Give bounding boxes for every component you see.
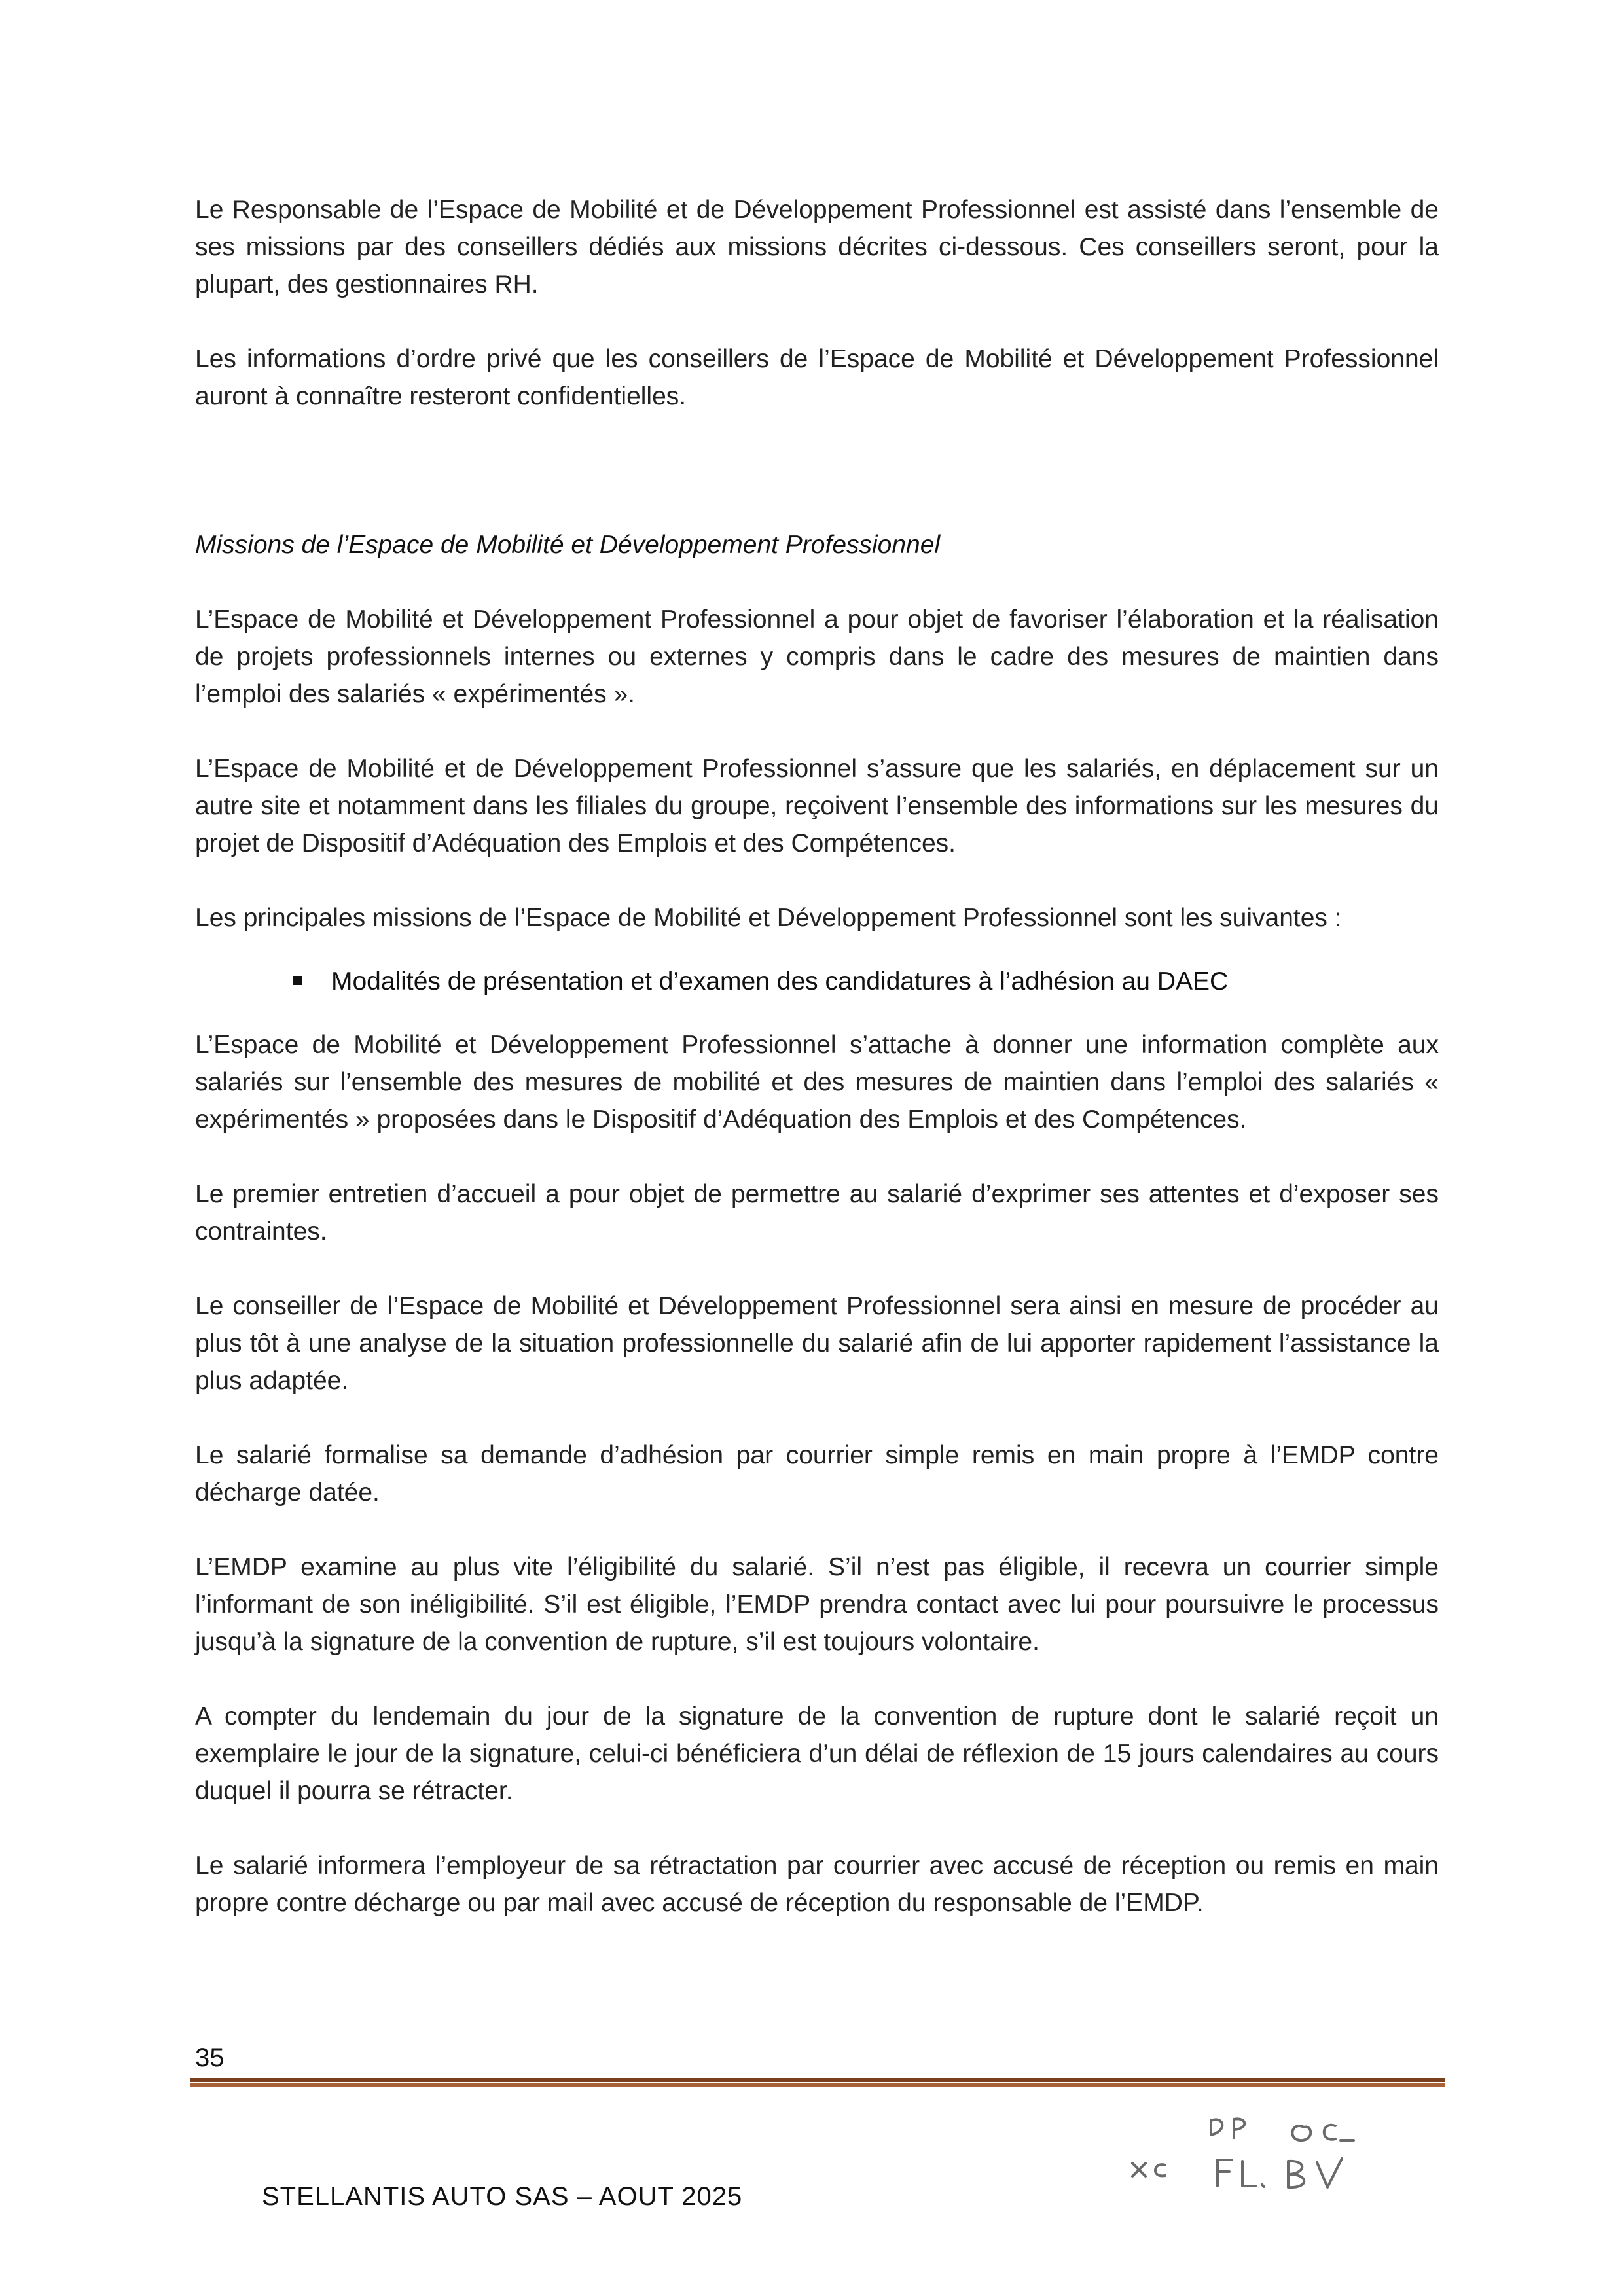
footer-divider	[190, 2078, 1445, 2087]
document-body	[195, 191, 1439, 1922]
paragraph-modalites-6: A compter du lendemain du jour de la signature de la convention de rupture dont le salarié reçoit un exemplaire le jour de la signature, celui-ci bénéficiera d’un délai de réflexion de 15 jours calendaires au cours duquel il pourra se rétracter.	[195, 1702, 1439, 1805]
paragraph-modalites-2: Le premier entretien d’accueil a pour objet de permettre au salarié d’exprimer ses attentes et d’exposer ses contraintes.	[195, 1180, 1439, 1246]
handwritten-initials	[1113, 2101, 1375, 2199]
paragraph-modalites-1: L’Espace de Mobilité et Développement Professionnel s’attache à donner une information complète aux salariés sur l’ensemble des mesures de mobilité et des mesures de maintien dans l’emploi des salariés « expérimentés » proposées dans le Dispositif d’Adéquation des Emplois et des Compétences.	[195, 1031, 1439, 1134]
paragraph-modalites-7: Le salarié informera l’employeur de sa rétractation par courrier avec accusé de réception ou remis en main propre contre décharge ou par mail avec accusé de réception du responsable de l’EMDP.	[195, 1852, 1439, 1917]
bullet-item	[293, 963, 1439, 1000]
paragraph-intro-2: Les informations d’ordre privé que les conseillers de l’Espace de Mobilité et Développement Professionnel auront à connaître resteront confidentielles.	[195, 345, 1439, 410]
paragraph-modalites-4: Le salarié formalise sa demande d’adhésion par courrier simple remis en main propre à l’EMDP contre décharge datée.	[195, 1441, 1439, 1507]
paragraph-missions-2: L’Espace de Mobilité et de Développement Professionnel s’assure que les salariés, en déplacement sur un autre site et notamment dans les filiales du groupe, reçoivent l’ensemble des informations sur les mesures du projet de Dispositif d’Adéquation des Emplois et des Compétences.	[195, 755, 1439, 857]
footer-company-line: STELLANTIS AUTO SAS – AOUT 2025	[262, 2182, 743, 2211]
paragraph-modalites-5: L’EMDP examine au plus vite l’éligibilité du salarié. S’il n’est pas éligible, il recevra un courrier simple l’informant de son inéligibilité. S’il est éligible, l’EMDP prendra contact avec lui pour poursuivre le processus jusqu’à la signature de la convention de rupture, s’il est toujours volontaire.	[195, 1553, 1439, 1656]
bullet-heading: Modalités de présentation et d’examen des candidatures à l’adhésion au DAEC	[331, 967, 1229, 996]
paragraph-missions-3: Les principales missions de l’Espace de Mobilité et Développement Professionnel sont les suivantes :	[195, 904, 1342, 932]
paragraph-missions-1: L’Espace de Mobilité et Développement Professionnel a pour objet de favoriser l’élaboration et la réalisation de projets professionnels internes ou externes y compris dans le cadre des mesures de maintien dans l’emploi des salariés « expérimentés ».	[195, 605, 1439, 708]
page-number: 35	[195, 2043, 225, 2072]
paragraph-modalites-3: Le conseiller de l’Espace de Mobilité et Développement Professionnel sera ainsi en mesure de procéder au plus tôt à une analyse de la situation professionnelle du salarié afin de lui apporter rapidement l’assistance la plus adaptée.	[195, 1292, 1439, 1395]
paragraph-intro-1: Le Responsable de l’Espace de Mobilité et de Développement Professionnel est assisté dans l’ensemble de ses missions par des conseillers dédiés aux missions décrites ci-dessous. Ces conseillers seront, pour la plupart, des gestionnaires RH.	[195, 196, 1439, 298]
square-bullet-icon	[293, 976, 302, 985]
section-heading: Missions de l’Espace de Mobilité et Développement Professionnel	[195, 531, 941, 559]
